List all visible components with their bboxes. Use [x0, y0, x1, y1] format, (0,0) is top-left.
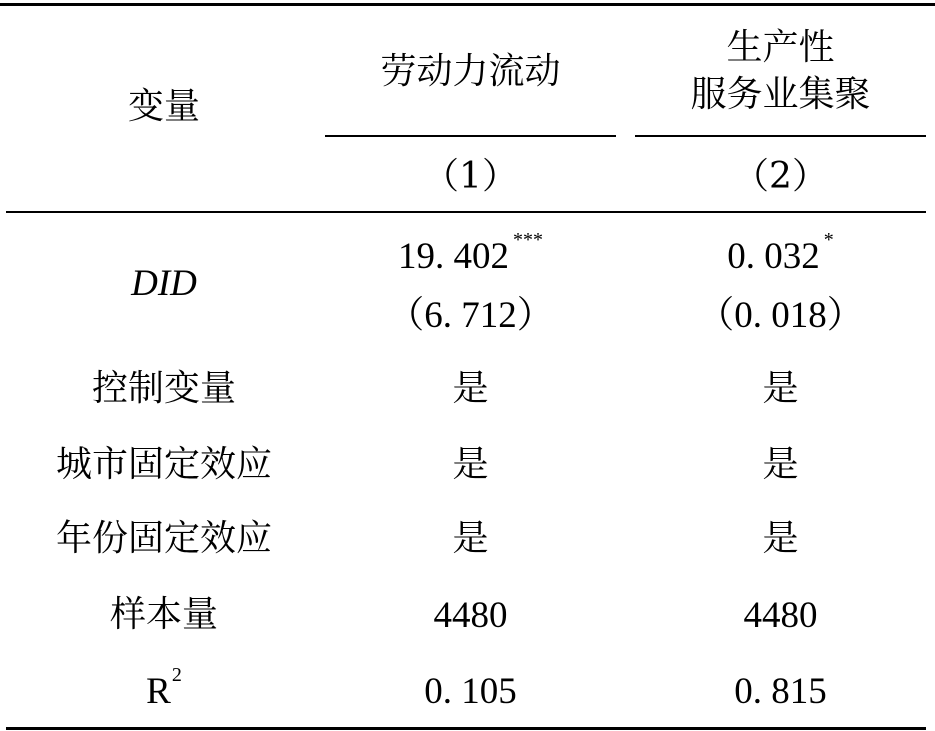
col1-significance-stars: ***	[513, 229, 543, 251]
col1-header-underline	[325, 135, 616, 137]
row-label-r-squared	[6, 664, 322, 718]
col2-did-standard-error: （0. 018）	[697, 294, 864, 336]
r-squared-superscript: 2	[171, 664, 182, 686]
col2-significance-stars: *	[823, 229, 834, 251]
col2-title-line2: 服务业集聚	[690, 74, 871, 115]
row-label-city-fe: 城市固定效应	[55, 444, 272, 485]
r-squared-base: R	[146, 670, 171, 712]
col2-did-coefficient	[635, 230, 926, 282]
col1-number: （1）	[423, 156, 518, 197]
col2-number: （2）	[733, 156, 828, 197]
col1-sample-size-value: 4480	[433, 594, 508, 636]
row-label-year-fe: 年份固定效应	[55, 518, 272, 559]
row-label-controls: 控制变量	[91, 368, 236, 409]
col2-controls-value: 是	[762, 368, 799, 409]
row-label-sample-size: 样本量	[109, 594, 218, 635]
col1-did-standard-error: （6. 712）	[387, 294, 554, 336]
col1-city-fe-value: 是	[452, 444, 489, 485]
bottom-rule	[6, 727, 926, 730]
variable-header: 变量	[127, 86, 200, 127]
header-bottom-rule	[6, 211, 926, 213]
col1-did-coef-value: 19. 402	[398, 235, 509, 277]
col1-r-squared-value: 0. 105	[424, 670, 517, 712]
col2-r-squared-value: 0. 815	[734, 670, 827, 712]
col1-title: 劳动力流动	[380, 51, 561, 92]
col1-controls-value: 是	[452, 368, 489, 409]
col2-title	[635, 18, 926, 126]
col2-did-coef-value: 0. 032	[727, 235, 820, 277]
top-rule	[0, 3, 935, 6]
col2-year-fe-value: 是	[762, 518, 799, 559]
col2-header-underline	[635, 135, 926, 137]
row-label-did: DID	[131, 262, 197, 304]
col1-did-coefficient	[325, 230, 616, 282]
col2-city-fe-value: 是	[762, 444, 799, 485]
col1-year-fe-value: 是	[452, 518, 489, 559]
col2-title-line1: 生产性	[726, 27, 835, 69]
col2-sample-size-value: 4480	[743, 594, 818, 636]
